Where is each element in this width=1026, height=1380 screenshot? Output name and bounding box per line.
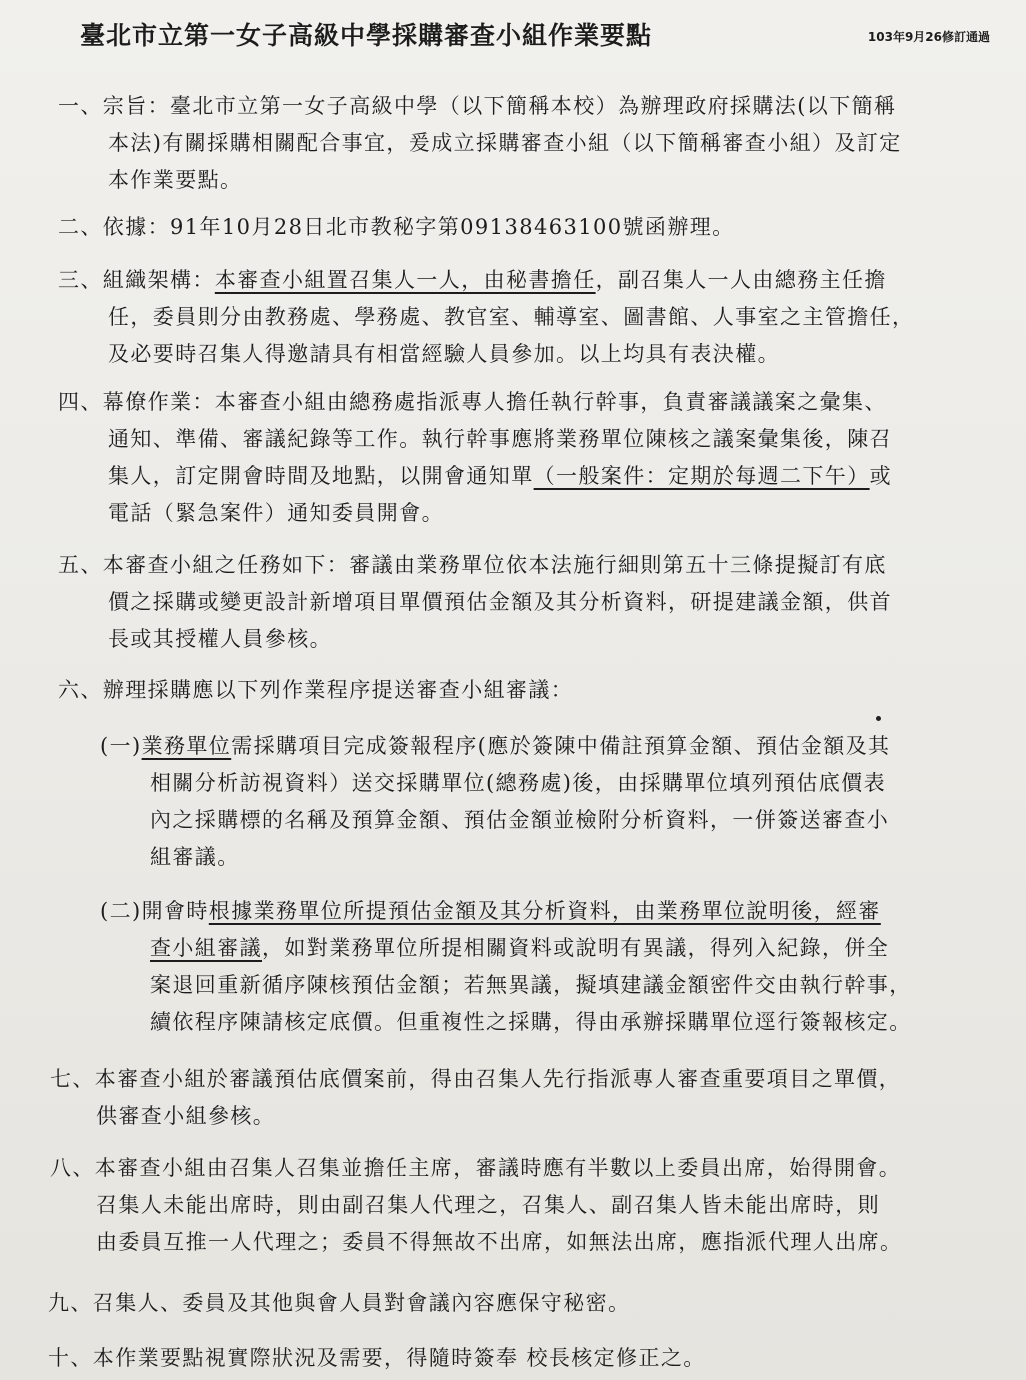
section-6-line-1: 六、辦理採購應以下列作業程序提送審查小組審議： [58, 678, 574, 702]
section-4-line-3-rest: 或 [869, 464, 893, 488]
section-8-line-1: 八、本審查小組由召集人召集並擔任主席，審議時應有半數以上委員出席，始得開會。 [50, 1156, 902, 1180]
section-6-item-1-line-4: 組審議。 [150, 845, 240, 869]
section-6-item-2-line-2-rest: ，如對業務單位所提相關資料或說明有異議，得列入紀錄，併全 [262, 936, 890, 960]
section-8-line-2: 召集人未能出席時，則由副召集人代理之，召集人、副召集人皆未能出席時，則 [96, 1193, 880, 1217]
section-4-line-3 [58, 458, 892, 495]
section-3-line-1-rest: ，副召集人一人由總務主任擔 [595, 268, 887, 292]
section-4-line-2: 通知、準備、審議紀錄等工作。執行幹事應將業務單位陳核之議案彙集後，陳召 [108, 427, 892, 451]
section-6-item-2-line-2-underlined: 查小組審議 [150, 936, 262, 960]
section-3-prefix: 三、組織架構： [58, 268, 215, 292]
section-6-item-2-line-2 [100, 930, 912, 967]
section-5-tasks [58, 547, 892, 658]
section-3-underlined-text: 本審查小組置召集人一人，由秘書擔任 [214, 268, 596, 292]
section-6-item-1-underlined-text: 業務單位 [141, 734, 232, 758]
section-6-item-2-prefix: (二)開會時 [100, 899, 209, 923]
section-6-item-1-line-1 [100, 728, 890, 765]
section-3-organization [58, 262, 914, 373]
section-6-item-1 [100, 728, 890, 876]
section-3-line-2: 任，委員則分由教務處、學務處、教官室、輔導室、圖書館、人事室之主管擔任， [108, 305, 915, 329]
section-4-line-3-prefix: 集人，訂定開會時間及地點，以開會通知單 [108, 464, 534, 488]
section-6-item-1-line-1-rest: 需採購項目完成簽報程序(應於簽陳中備註預算金額、預估金額及其 [231, 734, 891, 758]
section-3-line-3: 及必要時召集人得邀請具有相當經驗人員參加。以上均具有表決權。 [108, 342, 780, 366]
section-2-basis [58, 209, 735, 246]
section-1-line-3: 本作業要點。 [108, 168, 243, 192]
section-2-line-1: 二、依據：91年10月28日北市教秘字第09138463100號函辦理。 [58, 215, 735, 239]
section-7-line-1: 七、本審查小組於審議預估底價案前，得由召集人先行指派專人審查重要項目之單價， [50, 1067, 902, 1091]
section-6-item-2-line-3: 案退回重新循序陳核預估金額；若無異議，擬填建議金額密件交由執行幹事， [150, 973, 912, 997]
section-4-line-1: 四、幕僚作業：本審查小組由總務處指派專人擔任執行幹事，負責審議議案之彙集、 [58, 390, 887, 414]
section-6-procedure [58, 672, 573, 709]
section-8-meeting [50, 1150, 902, 1261]
ink-dot [876, 716, 881, 721]
section-4-line-4: 電話（緊急案件）通知委員開會。 [108, 501, 444, 525]
section-4-staff-work [58, 384, 892, 532]
section-5-line-2: 價之採購或變更設計新增項目單價預估金額及其分析資料，研提建議金額，供首 [108, 590, 892, 614]
section-5-line-3: 長或其授權人員參核。 [108, 627, 332, 651]
document-header [60, 14, 1000, 54]
section-6-item-2-line-1 [100, 893, 912, 930]
section-6-item-2-line-4: 續依程序陳請核定底價。但重複性之採購，得由承辦採購單位逕行簽報核定。 [150, 1010, 912, 1034]
section-7-review [50, 1061, 901, 1135]
revision-note: 103年9月26修訂通過 [867, 30, 990, 44]
section-9-line-1: 九、召集人、委員及其他與會人員對會議內容應保守秘密。 [48, 1291, 631, 1315]
section-6-item-2-underlined-text: 根據業務單位所提預估金額及其分析資料，由業務單位說明後，經審 [208, 899, 881, 923]
document-title: 臺北市立第一女子高級中學採購審查小組作業要點 [80, 21, 653, 50]
section-3-line-1 [58, 262, 914, 299]
section-1-purpose [58, 88, 902, 199]
section-8-line-3: 由委員互推一人代理之；委員不得無故不出席，如無法出席，應指派代理人出席。 [96, 1230, 903, 1254]
section-6-item-1-line-3: 內之採購標的名稱及預算金額、預估金額並檢附分析資料，一併簽送審查小 [150, 808, 890, 832]
section-6-item-2 [100, 893, 912, 1041]
section-1-line-1: 一、宗旨：臺北市立第一女子高級中學（以下簡稱本校）為辦理政府採購法(以下簡稱 [58, 94, 897, 118]
section-9-confidentiality [48, 1285, 630, 1322]
section-5-line-1: 五、本審查小組之任務如下：審議由業務單位依本法施行細則第五十三條提擬訂有底 [58, 553, 887, 577]
section-10-line-1: 十、本作業要點視實際狀況及需要，得隨時簽奉 校長核定修正之。 [48, 1346, 706, 1370]
section-1-line-2: 本法)有關採購相關配合事宜，爰成立採購審查小組（以下簡稱審查小組）及訂定 [108, 131, 902, 155]
section-6-item-1-prefix: (一) [100, 734, 142, 758]
section-4-underlined-text: （一般案件：定期於每週二下午） [533, 464, 870, 488]
section-7-line-2: 供審查小組參核。 [96, 1104, 276, 1128]
section-10-amendment [48, 1340, 706, 1377]
section-6-item-1-line-2: 相關分析訪視資料）送交採購單位(總務處)後，由採購單位填列預估底價表 [150, 771, 886, 795]
